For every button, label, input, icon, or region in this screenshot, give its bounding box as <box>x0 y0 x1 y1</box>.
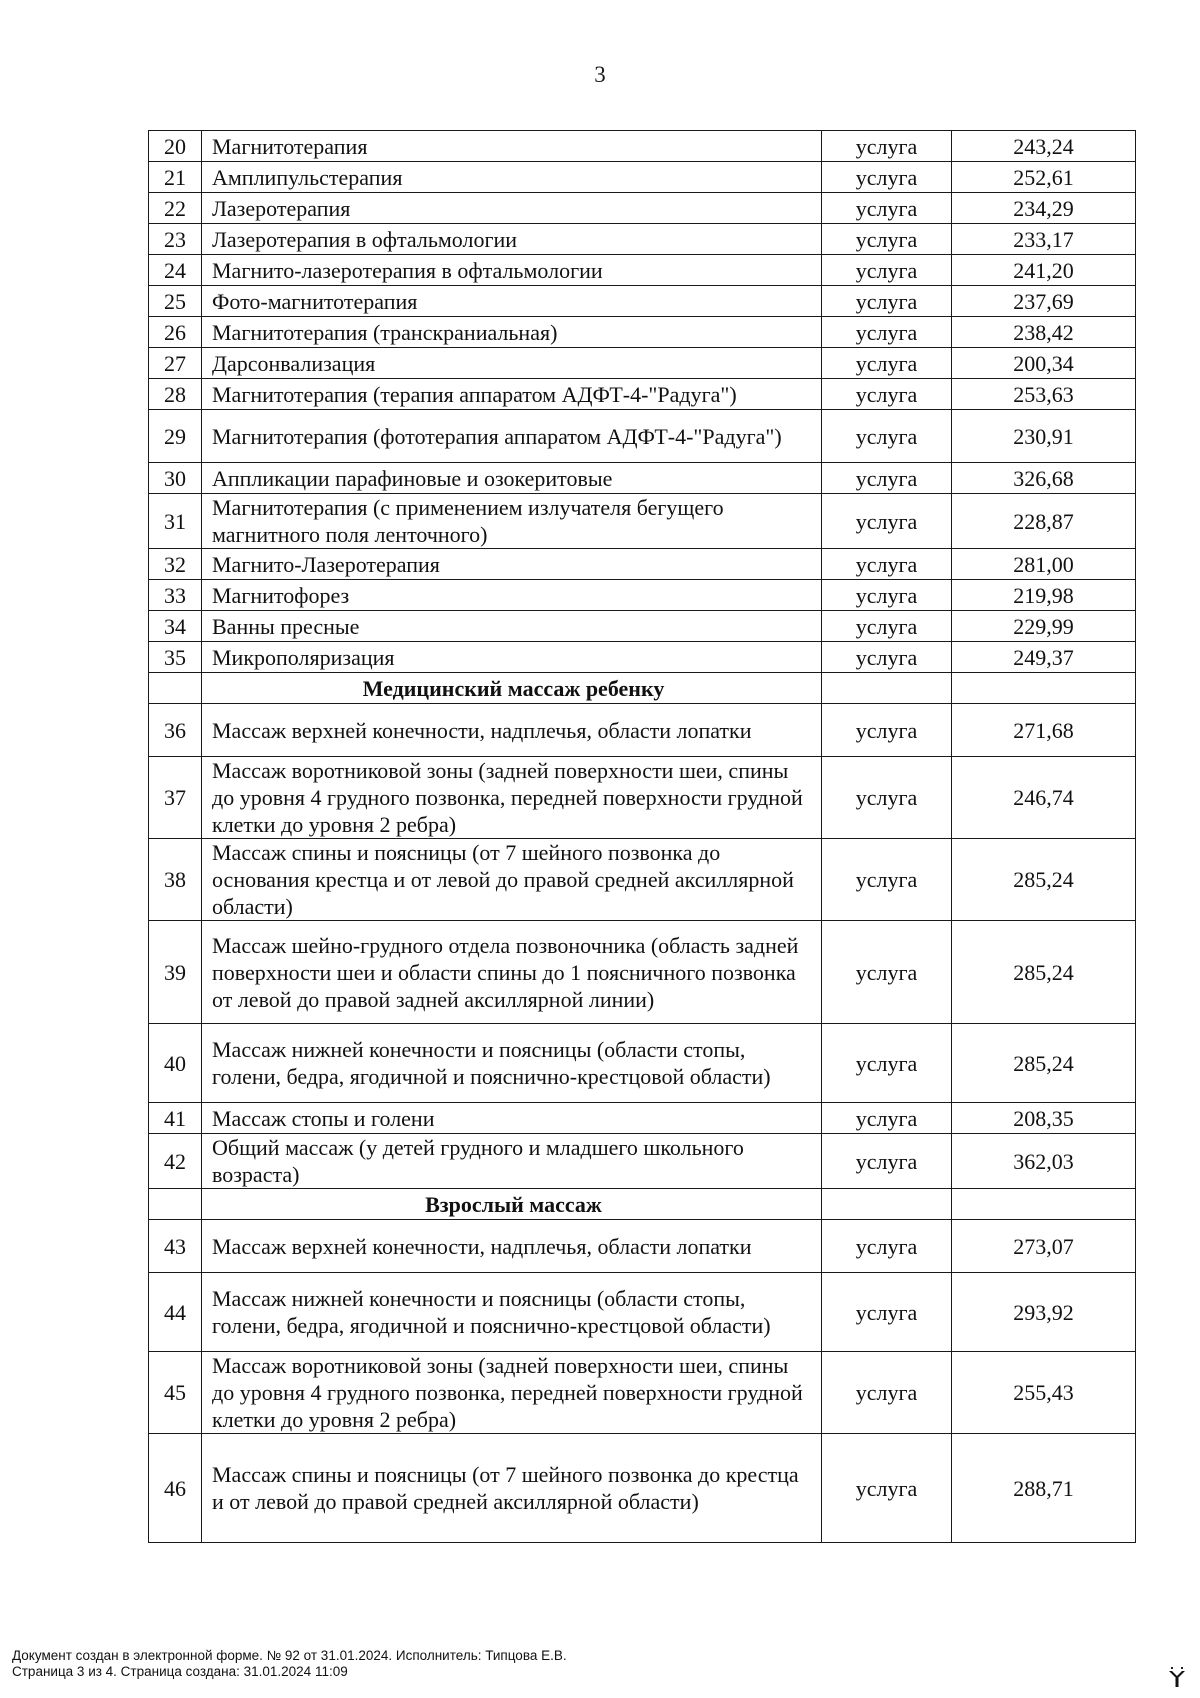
footer-page-info: Страница 3 из 4. Страница создана: 31.01.2024 11:09 <box>12 1664 348 1679</box>
table-section-row <box>149 1189 1136 1220</box>
table-row <box>149 255 1136 286</box>
unit-of-measure: услуга <box>822 704 952 757</box>
unit-of-measure: услуга <box>822 463 952 494</box>
service-name: Магнитофорез <box>202 580 822 611</box>
row-number: 36 <box>149 704 202 757</box>
row-number: 37 <box>149 757 202 839</box>
service-name: Магнито-лазеротерапия в офтальмологии <box>202 255 822 286</box>
service-name: Массаж шейно-грудного отдела позвоночника (область задней поверхности шеи и области спины до 1 поясничного позвонка от левой до правой задней аксиллярной линии) <box>202 921 822 1024</box>
unit-of-measure: услуга <box>822 580 952 611</box>
service-price: 230,91 <box>952 410 1136 463</box>
table-row <box>149 921 1136 1024</box>
price-table <box>148 130 1136 1543</box>
service-price: 255,43 <box>952 1352 1136 1434</box>
unit-of-measure: услуга <box>822 255 952 286</box>
table-row <box>149 1352 1136 1434</box>
unit-of-measure: услуга <box>822 494 952 549</box>
service-price: 362,03 <box>952 1134 1136 1189</box>
unit-of-measure: услуга <box>822 410 952 463</box>
unit-of-measure: услуга <box>822 549 952 580</box>
unit-of-measure: услуга <box>822 611 952 642</box>
service-name: Общий массаж (у детей грудного и младшего школьного возраста) <box>202 1134 822 1189</box>
row-number: 28 <box>149 379 202 410</box>
table-row <box>149 704 1136 757</box>
service-price: 228,87 <box>952 494 1136 549</box>
table-row <box>149 224 1136 255</box>
service-price: 208,35 <box>952 1103 1136 1134</box>
service-name: Аппликации парафиновые и озокеритовые <box>202 463 822 494</box>
service-name: Магнитотерапия (фототерапия аппаратом АДФТ-4-"Радуга") <box>202 410 822 463</box>
row-number: 30 <box>149 463 202 494</box>
row-number: 24 <box>149 255 202 286</box>
row-number <box>149 673 202 704</box>
service-price: 326,68 <box>952 463 1136 494</box>
service-name: Массаж верхней конечности, надплечья, области лопатки <box>202 1220 822 1273</box>
unit-of-measure: услуга <box>822 162 952 193</box>
row-number: 34 <box>149 611 202 642</box>
row-number: 43 <box>149 1220 202 1273</box>
unit-of-measure <box>822 673 952 704</box>
table-row <box>149 757 1136 839</box>
service-price: 237,69 <box>952 286 1136 317</box>
service-name: Массаж воротниковой зоны (задней поверхности шеи, спины до уровня 4 грудного позвонка, передней поверхности грудной клетки до уровня 2 ребра) <box>202 1352 822 1434</box>
service-name: Магнитотерапия (транскраниальная) <box>202 317 822 348</box>
table-row <box>149 494 1136 549</box>
service-name: Фото-магнитотерапия <box>202 286 822 317</box>
row-number: 45 <box>149 1352 202 1434</box>
unit-of-measure: услуга <box>822 921 952 1024</box>
service-name: Лазеротерапия <box>202 193 822 224</box>
service-price: 271,68 <box>952 704 1136 757</box>
service-name: Магнито-Лазеротерапия <box>202 549 822 580</box>
row-number: 32 <box>149 549 202 580</box>
service-price: 285,24 <box>952 839 1136 921</box>
section-title: Медицинский массаж ребенку <box>202 673 822 704</box>
page-number: 3 <box>594 62 606 87</box>
row-number: 41 <box>149 1103 202 1134</box>
service-name: Массаж нижней конечности и поясницы (области стопы, голени, бедра, ягодичной и пояснично-крестцовой области) <box>202 1273 822 1352</box>
row-number <box>149 1189 202 1220</box>
service-price: 243,24 <box>952 131 1136 162</box>
unit-of-measure: услуга <box>822 1134 952 1189</box>
row-number: 23 <box>149 224 202 255</box>
section-title: Взрослый массаж <box>202 1189 822 1220</box>
row-number: 33 <box>149 580 202 611</box>
table-row <box>149 1103 1136 1134</box>
table-row <box>149 1024 1136 1103</box>
table-row <box>149 348 1136 379</box>
service-price <box>952 673 1136 704</box>
service-name: Амплипульстерапия <box>202 162 822 193</box>
unit-of-measure: услуга <box>822 1273 952 1352</box>
row-number: 39 <box>149 921 202 1024</box>
unit-of-measure <box>822 1189 952 1220</box>
service-price: 293,92 <box>952 1273 1136 1352</box>
table-row <box>149 379 1136 410</box>
table-section-row <box>149 673 1136 704</box>
service-price: 219,98 <box>952 580 1136 611</box>
unit-of-measure: услуга <box>822 642 952 673</box>
row-number: 31 <box>149 494 202 549</box>
row-number: 26 <box>149 317 202 348</box>
row-number: 44 <box>149 1273 202 1352</box>
row-number: 42 <box>149 1134 202 1189</box>
service-price: 246,74 <box>952 757 1136 839</box>
table-row <box>149 131 1136 162</box>
service-name: Ванны пресные <box>202 611 822 642</box>
table-row <box>149 463 1136 494</box>
table-row <box>149 193 1136 224</box>
service-name: Массаж верхней конечности, надплечья, области лопатки <box>202 704 822 757</box>
unit-of-measure: услуга <box>822 348 952 379</box>
row-number: 35 <box>149 642 202 673</box>
service-price: 233,17 <box>952 224 1136 255</box>
service-price: 281,00 <box>952 549 1136 580</box>
table-row <box>149 1134 1136 1189</box>
service-name: Массаж воротниковой зоны (задней поверхности шеи, спины до уровня 4 грудного позвонка, передней поверхности грудной клетки до уровня 2 ребра) <box>202 757 822 839</box>
service-price: 273,07 <box>952 1220 1136 1273</box>
table-row <box>149 286 1136 317</box>
service-price: 285,24 <box>952 1024 1136 1103</box>
row-number: 27 <box>149 348 202 379</box>
unit-of-measure: услуга <box>822 757 952 839</box>
service-name: Массаж нижней конечности и поясницы (области стопы, голени, бедра, ягодичной и пояснично-крестцовой области) <box>202 1024 822 1103</box>
service-name: Массаж спины и поясницы (от 7 шейного позвонка до основания крестца и от левой до правой средней аксиллярной области) <box>202 839 822 921</box>
table-row <box>149 642 1136 673</box>
row-number: 25 <box>149 286 202 317</box>
service-name: Магнитотерапия (с применением излучателя бегущего магнитного поля ленточного) <box>202 494 822 549</box>
service-price: 253,63 <box>952 379 1136 410</box>
unit-of-measure: услуга <box>822 379 952 410</box>
service-price: 238,42 <box>952 317 1136 348</box>
table-row <box>149 162 1136 193</box>
service-name: Дарсонвализация <box>202 348 822 379</box>
row-number: 46 <box>149 1434 202 1543</box>
service-price <box>952 1189 1136 1220</box>
unit-of-measure: услуга <box>822 131 952 162</box>
unit-of-measure: услуга <box>822 1103 952 1134</box>
table-row <box>149 1434 1136 1543</box>
service-name: Магнитотерапия (терапия аппаратом АДФТ-4-"Радуга") <box>202 379 822 410</box>
service-name: Магнитотерапия <box>202 131 822 162</box>
service-name: Лазеротерапия в офтальмологии <box>202 224 822 255</box>
row-number: 40 <box>149 1024 202 1103</box>
unit-of-measure: услуга <box>822 1220 952 1273</box>
row-number: 22 <box>149 193 202 224</box>
service-name: Микрополяризация <box>202 642 822 673</box>
service-price: 249,37 <box>952 642 1136 673</box>
service-price: 252,61 <box>952 162 1136 193</box>
table-row <box>149 839 1136 921</box>
emblem-icon <box>1168 1666 1186 1688</box>
row-number: 38 <box>149 839 202 921</box>
row-number: 21 <box>149 162 202 193</box>
table-row <box>149 1220 1136 1273</box>
row-number: 29 <box>149 410 202 463</box>
service-price: 241,20 <box>952 255 1136 286</box>
document-footer <box>12 1648 1112 1680</box>
service-price: 285,24 <box>952 921 1136 1024</box>
unit-of-measure: услуга <box>822 286 952 317</box>
unit-of-measure: услуга <box>822 839 952 921</box>
table-row <box>149 549 1136 580</box>
row-number: 20 <box>149 131 202 162</box>
service-price: 234,29 <box>952 193 1136 224</box>
table-row <box>149 611 1136 642</box>
unit-of-measure: услуга <box>822 317 952 348</box>
unit-of-measure: услуга <box>822 1434 952 1543</box>
table-row <box>149 580 1136 611</box>
service-name: Массаж спины и поясницы (от 7 шейного позвонка до крестца и от левой до правой средней аксиллярной области) <box>202 1434 822 1543</box>
footer-document-info: Документ создан в электронной форме. № 92 от 31.01.2024. Исполнитель: Типцова Е.В. <box>12 1648 567 1663</box>
unit-of-measure: услуга <box>822 1352 952 1434</box>
unit-of-measure: услуга <box>822 224 952 255</box>
table-row <box>149 410 1136 463</box>
unit-of-measure: услуга <box>822 193 952 224</box>
table-row <box>149 317 1136 348</box>
service-price: 229,99 <box>952 611 1136 642</box>
service-price: 200,34 <box>952 348 1136 379</box>
service-price: 288,71 <box>952 1434 1136 1543</box>
table-row <box>149 1273 1136 1352</box>
price-table-body <box>149 131 1136 1543</box>
service-name: Массаж стопы и голени <box>202 1103 822 1134</box>
unit-of-measure: услуга <box>822 1024 952 1103</box>
